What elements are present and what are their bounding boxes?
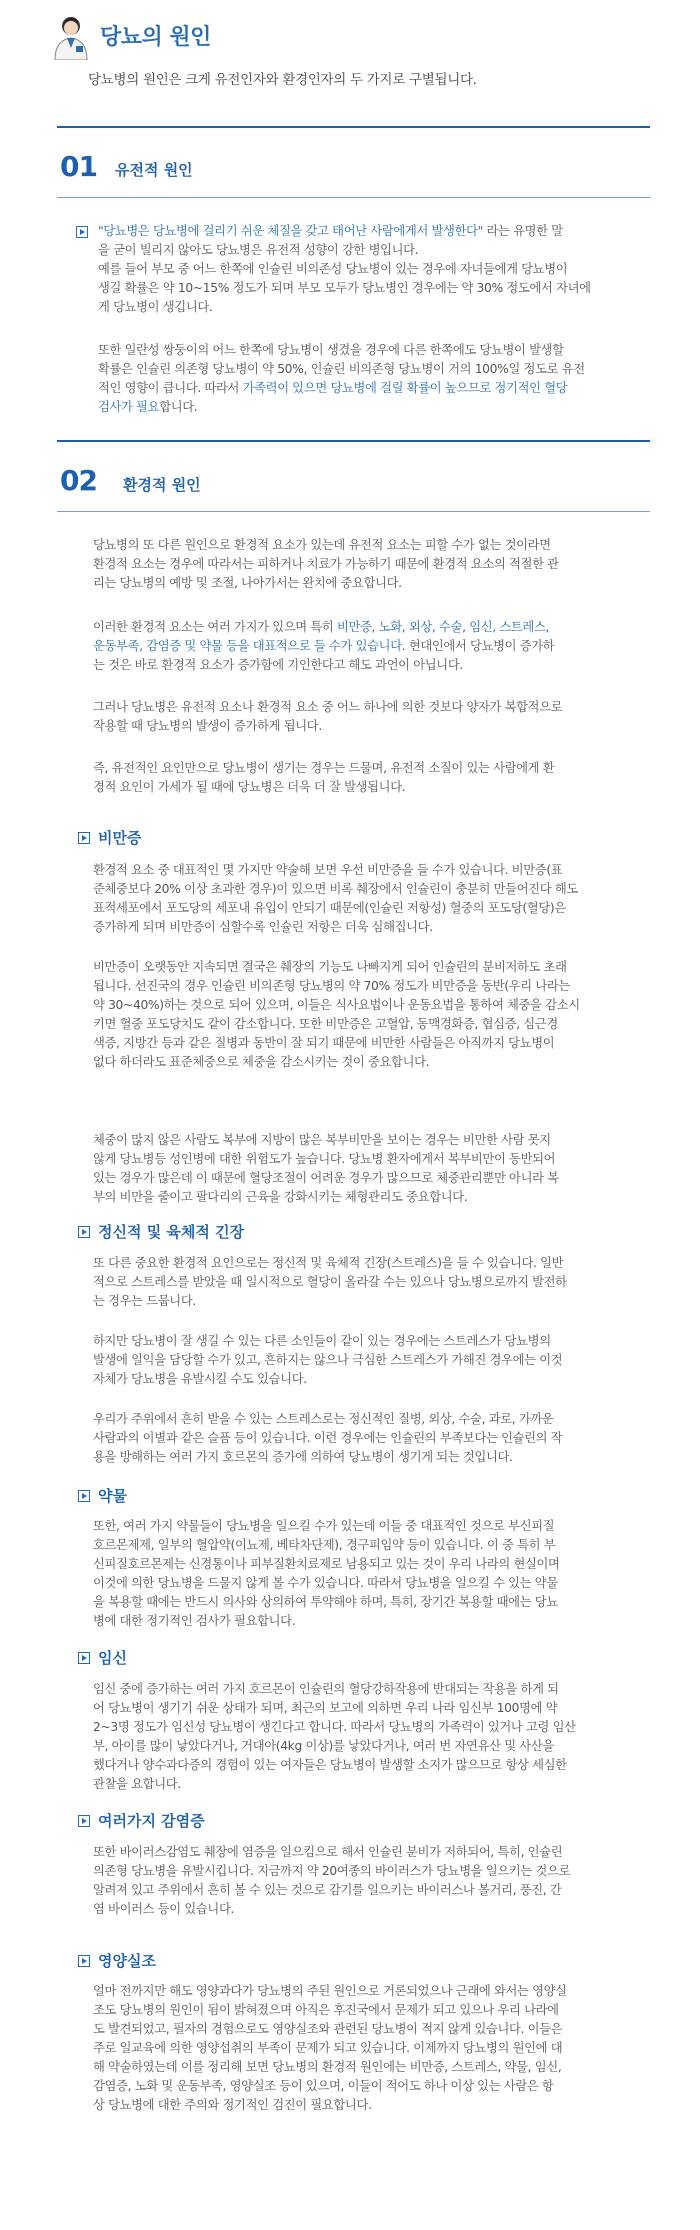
divider <box>57 126 650 128</box>
topic-paragraph <box>93 1680 653 1794</box>
page-subtitle: 당뇨병의 원인은 크게 유전인자와 환경인자의 두 가지로 구별됩니다. <box>88 72 477 88</box>
text-line: 해 약술하였는데 이를 정리해 보면 당뇨병의 환경적 원인에는 비만증, 스트레스, 약물, 임신, <box>93 2060 562 2074</box>
text-line: 증가하게 되며 비만증이 심할수록 인슐린 저항은 더욱 심해집니다. <box>93 920 433 934</box>
text-line: 이것에 의한 당뇨병을 드물지 않게 볼 수가 있습니다. 따라서 당뇨병을 일으킬 수 있는 약물 <box>93 1576 558 1590</box>
section2-intro-1: 당뇨병의 또 다른 원인으로 환경적 요소가 있는데 유전적 요소는 피할 수가 없는 것이라면 환경적 요소는 경우에 따라서는 피하거나 치료가 가능하기 때문에 환경적 요소의 적절한 관 리는 당뇨병의 예방 및 조절, 나아가서는 완치에 중요합니다. <box>93 538 559 590</box>
topic-paragraph <box>93 958 653 1072</box>
page-title: 당뇨의 원인 <box>100 25 211 50</box>
page-header <box>52 14 652 94</box>
topic-title: 영양실조 <box>98 1952 156 1970</box>
text-line: 체중이 많지 않은 사람도 복부에 지방이 많은 복부비만을 보이는 경우는 비만한 사람 못지 <box>93 1133 551 1147</box>
arrow-box-icon <box>78 1955 90 1967</box>
text-line: 우리가 주위에서 흔히 받을 수 있는 스트레스로는 정신적인 질병, 외상, 수술, 과로, 가까운 <box>93 1412 554 1426</box>
section2-intro-2: 이러한 환경적 요소는 여러 가지가 있으며 특히 비만증, 노화, 외상, 수술, 임신, 스트레스, 운동부족, 감염증 및 약물 등을 대표적으로 들 수가 있습니다. 현대인에서 당뇨병이 증가하 는 것은 바로 환경적 요소가 증가함에 기인한다고 해도 과언이 아닙니다. <box>93 620 555 672</box>
arrow-box-icon <box>78 1490 90 1502</box>
topic-paragraph <box>93 1254 653 1311</box>
text-line: 병에 대한 정기적인 검사가 필요합니다. <box>93 1614 296 1628</box>
text-line: 어 당뇨병이 생기기 쉬운 상태가 되며, 최근의 보고에 의하면 우리 나라 임신부 100명에 약 <box>93 1701 558 1715</box>
topic-paragraph <box>93 861 653 937</box>
doctor-avatar-icon <box>52 14 90 60</box>
text-line: 됩니다. 선진국의 경우 인슐린 비의존형 당뇨병의 약 70% 정도가 비만증을 동반(우리 나라는 <box>93 979 570 993</box>
section-number-1: 01 <box>60 150 97 183</box>
topic-title: 여러가지 감염증 <box>98 1812 205 1830</box>
section2-intro-3: 그러나 당뇨병은 유전적 요소나 환경적 요소 중 어느 하나에 의한 것보다 양자가 복합적으로 작용할 때 당뇨병의 발생이 증가하게 됩니다. <box>93 700 563 733</box>
topic-paragraph <box>93 1843 653 1919</box>
text-line: 염 바이러스 등이 있습니다. <box>93 1902 235 1916</box>
topic-paragraph <box>93 1131 653 1207</box>
arrow-box-icon <box>78 1226 90 1238</box>
topic-paragraph <box>93 1982 653 2115</box>
topic-paragraph <box>93 1517 653 1631</box>
section-title-2: 환경적 원인 <box>123 476 201 494</box>
text-line: 는 경우는 드뭅니다. <box>93 1294 196 1308</box>
text-line: 색증, 지방간 등과 같은 질병과 동반이 잘 되기 때문에 비만한 사람들은 아직까지 당뇨병이 <box>93 1036 555 1050</box>
text-line: 환경적 요소 중 대표적인 몇 가지만 약술해 보면 우선 비만증을 들 수가 있습니다. 비만증(표 <box>93 863 563 877</box>
text-line: 알려져 있고 주위에서 흔히 볼 수 있는 것으로 감기를 일으키는 바이러스나 볼거리, 풍진, 간 <box>93 1883 562 1897</box>
text-line: 비만증이 오랫동안 지속되면 결국은 췌장의 기능도 나빠지게 되어 인슐린의 분비저하도 초래 <box>93 960 567 974</box>
text-line: 호르몬제제, 일부의 혈압약(이뇨제, 베타차단제), 경구피임약 등이 있습니다. 이 중 특히 부 <box>93 1538 556 1552</box>
topic-title: 임신 <box>98 1649 127 1667</box>
text-line: 약 30~40%)하는 것으로 되어 있으며, 이들은 식사요법이나 운동요법을 통하여 체중을 감소시 <box>93 998 580 1012</box>
text-line: 적으로 스트레스를 받았을 때 일시적으로 혈당이 올라갈 수는 있으나 당뇨병으로까지 발전하 <box>93 1275 567 1289</box>
section-number-2: 02 <box>60 464 97 497</box>
text-line: 관찰을 요합니다. <box>93 1777 181 1791</box>
text-line: 없다 하더라도 표준체중으로 체중을 감소시키는 것이 중요합니다. <box>93 1055 430 1069</box>
text-line: 사람과의 이별과 같은 슬픔 등이 있습니다. 이런 경우에는 인슐린의 부족보다는 인슐린의 작 <box>93 1431 563 1445</box>
text-line: 감염증, 노화 및 운동부족, 영양실조 등이 있으며, 이들이 적어도 하나 이상 있는 사람은 항 <box>93 2079 554 2093</box>
arrow-box-icon <box>78 1815 90 1827</box>
topic-title: 비만증 <box>98 829 142 847</box>
text-line: 얼마 전까지만 해도 영양과다가 당뇨병의 주된 원인으로 거론되었으나 근래에 와서는 영양실 <box>93 1984 567 1998</box>
text-line: 신피질호르몬제는 신경통이나 피부질환치료제로 남용되고 있는 것이 우리 나라의 현실이며 <box>93 1557 560 1571</box>
text-line: 도 발견되었고, 필자의 경험으로도 영양실조와 관련된 당뇨병이 적지 않게 있습니다. 이들은 <box>93 2022 563 2036</box>
text-line: 상 당뇨병에 대한 주의와 정기적인 검진이 필요합니다. <box>93 2098 372 2112</box>
text-line: 부의 비만을 줄이고 팔다리의 근육을 강화시키는 체형관리도 중요합니다. <box>93 1190 468 1204</box>
text-line: 있는 경우가 많은데 이 때문에 혈당조절이 어려운 경우가 많으므로 체중관리뿐만 아니라 복 <box>93 1171 559 1185</box>
topic-title: 정신적 및 육체적 긴장 <box>98 1223 245 1241</box>
text-line: 임신 중에 증가하는 여러 가지 호르몬이 인슐린의 혈당강하작용에 반대되는 작용을 하게 되 <box>93 1682 559 1696</box>
arrow-box-icon <box>78 1652 90 1664</box>
text-line: 부, 아이를 많이 낳았다거나, 거대아(4kg 이상)를 낳았다거나, 여러 번 자연유산 및 사산을 <box>93 1739 554 1753</box>
text-line: 주로 일교육에 의한 영양섭취의 부족이 문제가 되고 있습니다. 이제까지 당뇨병의 원인에 대 <box>93 2041 563 2055</box>
text-line: 하지만 당뇨병이 잘 생길 수 있는 다른 소인들이 같이 있는 경우에는 스트레스가 당뇨병의 <box>93 1334 551 1348</box>
divider <box>57 197 650 198</box>
text-line: 2~3명 정도가 임신성 당뇨병이 생긴다고 합니다. 따라서 당뇨병의 가족력이 있거나 고령 임산 <box>93 1720 576 1734</box>
text-line: 또한 바이러스감염도 췌장에 염증을 일으킴으로 해서 인슐린 분비가 저하되어, 특히, 인슐린 <box>93 1845 563 1859</box>
text-line: 용을 방해하는 여러 가지 호르몬의 증가에 의하여 당뇨병이 생기게 되는 것입니다. <box>93 1450 513 1464</box>
arrow-box-icon <box>76 226 88 238</box>
text-line: 했다거나 양수과다증의 경험이 있는 여자들은 당뇨병이 발생할 소지가 많으므로 항상 세심한 <box>93 1758 567 1772</box>
topic-paragraph <box>93 1410 653 1467</box>
section1-paragraph-2: 또한 일란성 쌍둥이의 어느 한쪽에 당뇨병이 생겼을 경우에 다른 한쪽에도 당뇨병이 발생할 확률은 인슐린 의존형 당뇨병이 약 50%, 인슐린 비의존형 당뇨병이 거의 100%일 정도로 유전 적인 영향이 큽니다. 따라서 가족력이 있으면 당뇨병에 걸릴 확률이 높으므로 정기적인 혈당 검사가 필요합니다. <box>98 343 585 414</box>
section2-intro-4: 즉, 유전적인 요인만으로 당뇨병이 생기는 경우는 드물며, 유전적 소질이 있는 사람에게 환 경적 요인이 가세가 될 때에 당뇨병은 더욱 더 잘 발생됩니다. <box>93 761 555 794</box>
text-line: 발생에 일익을 담당할 수가 있고, 흔하지는 않으나 극심한 스트레스가 가해진 경우에는 이것 <box>93 1353 563 1367</box>
text-line: 자체가 당뇨병을 유발시킬 수도 있습니다. <box>93 1372 307 1386</box>
text-line: 또 다른 중요한 환경적 요인으로는 정신적 및 육체적 긴장(스트레스)을 들 수 있습니다. 일반 <box>93 1256 564 1270</box>
text-line: 않게 당뇨병등 성인병에 대한 위험도가 높습니다. 당뇨병 환자에게서 복부비만이 동반되어 <box>93 1152 556 1166</box>
topic-title: 약물 <box>98 1487 127 1505</box>
section-title-1: 유전적 원인 <box>115 161 193 179</box>
topic-paragraph <box>93 1332 653 1389</box>
text-line: 을 복용할 때에는 반드시 의사와 상의하여 투약해야 하며, 특히, 장기간 복용할 때에는 당뇨 <box>93 1595 558 1609</box>
text-line: 키면 혈중 포도당치도 같이 감소합니다. 또한 비만증은 고혈압, 동맥경화증, 협심증, 심근경 <box>93 1017 558 1031</box>
section1-paragraph-1: "당뇨병은 당뇨병에 걸리기 쉬운 체질을 갖고 태어난 사람에게서 발생한다" 라는 유명한 말 을 굳이 빌리지 않아도 당뇨병은 유전적 성향이 강한 병입니다. 예를 들어 부모 중 어느 한쪽에 인슐린 비의존성 당뇨병이 있는 경우에 자녀들에게 당뇨병이 생길 확률은 약 10~15% 정도가 되며 부모 모두가 당뇨병인 경우에는 약 30% 정도에서 자녀에 게 당뇨병이 생깁니다. <box>98 224 591 314</box>
text-line: 또한, 여러 가지 약물들이 당뇨병을 일으킬 수가 있는데 이들 중 대표적인 것으로 부신피질 <box>93 1519 555 1533</box>
text-line: 표적세포에서 포도당의 세포내 유입이 안되기 때문에(인슐린 저항성) 혈중의 포도당(혈당)은 <box>93 901 566 915</box>
text-line: 조도 당뇨병의 원인이 됨이 밝혀졌으며 아직은 후진국에서 문제가 되고 있으나 우리 나라에 <box>93 2003 559 2017</box>
text-line: 준체중보다 20% 이상 초과한 경우)이 있으면 비록 췌장에서 인슐린이 충분히 만들어진다 해도 <box>93 882 578 896</box>
text-line: 의존형 당뇨병을 유발시킵니다. 지금까지 약 20여종의 바이러스가 당뇨병을 일으키는 것으로 <box>93 1864 571 1878</box>
arrow-box-icon <box>78 832 90 844</box>
divider <box>57 440 650 442</box>
divider <box>57 511 650 512</box>
